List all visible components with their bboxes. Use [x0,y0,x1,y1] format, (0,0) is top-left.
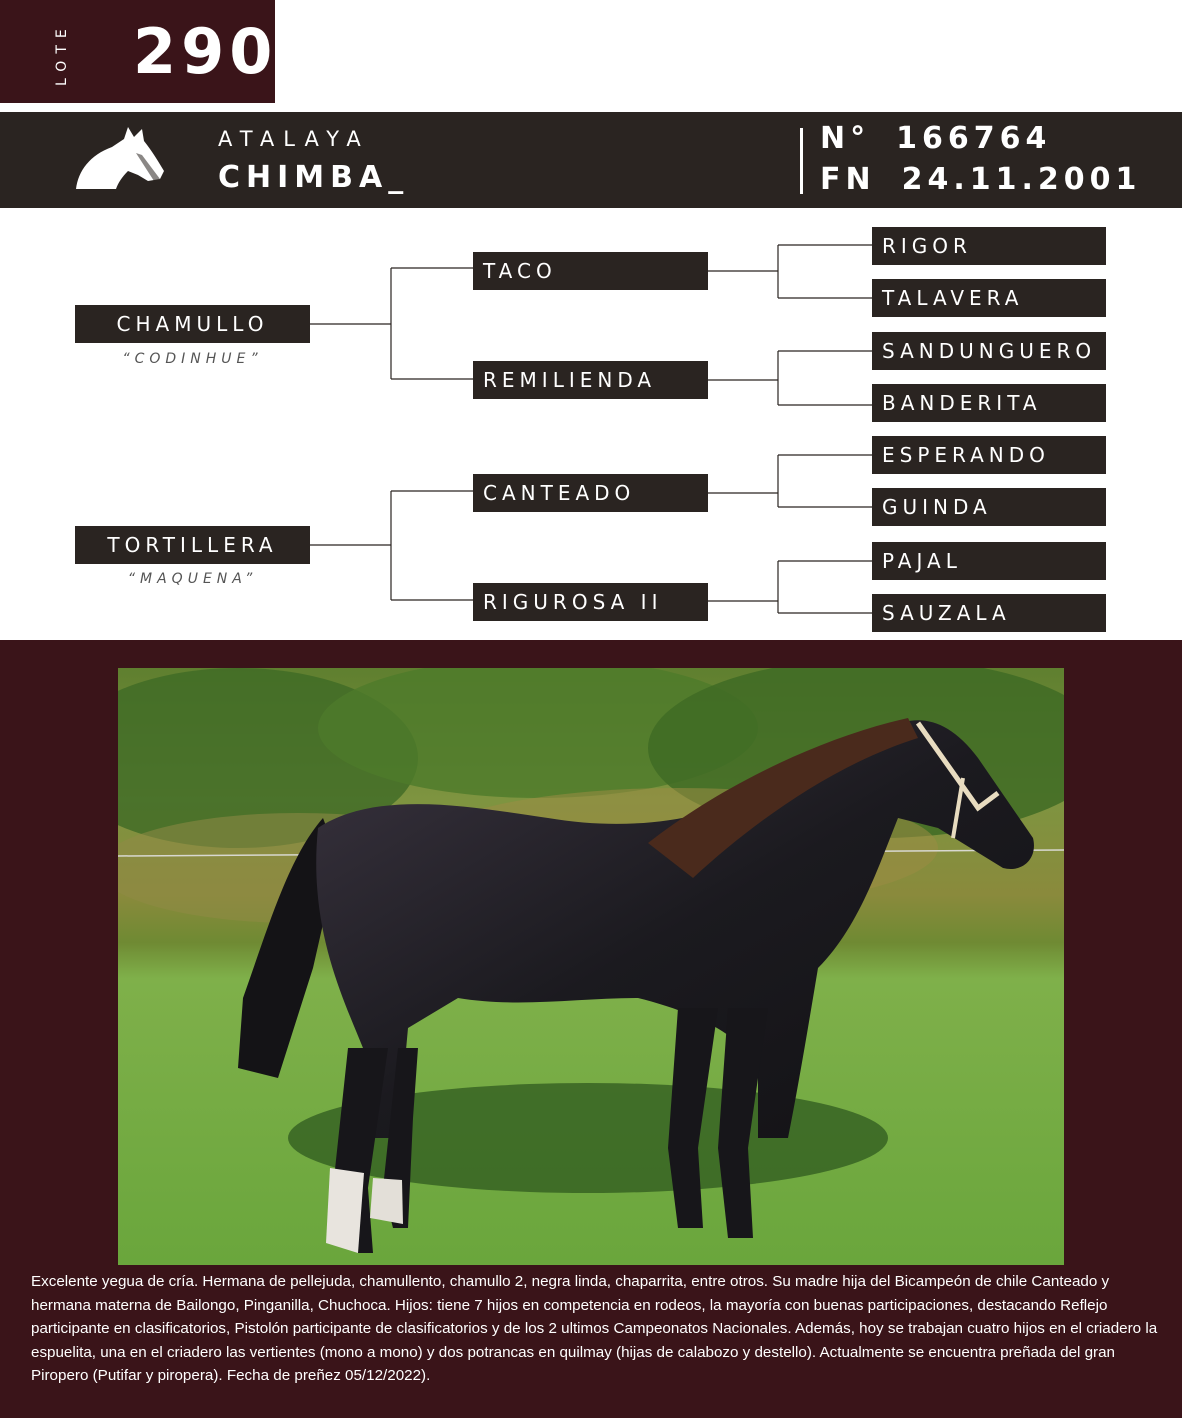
great-grandparent-box: ESPERANDO [872,436,1106,474]
horse-photo [118,668,1064,1265]
grandparent-box: TACO [473,252,708,290]
horse-name: CHIMBA_ [218,160,410,195]
great-grandparent-box: GUINDA [872,488,1106,526]
dam-box: TORTILLERA [75,526,310,564]
birth-label: FN [820,162,876,197]
description-text: Excelente yegua de cría. Hermana de pellejuda, chamullento, chamullo 2, negra linda, chaparrita, entre otros. Su madre hija del Bicampeón de chile Canteado y hermana materna de Bailongo, Pinganilla, Chuchoca. Hijos: tiene 7 hijos en competencia en rodeos, la mayoría con buenas participaciones, destacando Reflejo participante en clasificatorios, Pistolón participante de clasificatorios y de los 2 ultimos Campeonatos Nacionales. Además, hoy se trabajan cuatro hijos en el criadero la espuelita, una en el criadero las vertientes (mono a mono) y dos potrancas en quilmay (hijas de calabozo y destello). Actualmente se encuentra preñada del gran Piropero (Putifar y piropera). Fecha de preñez 05/12/2022). [31,1273,1158,1385]
grandparent-box: RIGUROSA II [473,583,708,621]
lot-label: LOTE [54,22,70,86]
sire-alias: “CODINHUE” [122,351,263,367]
great-grandparent-box: BANDERITA [872,384,1106,422]
birth-value: 24.11.2001 [901,162,1142,197]
registration-value: 166764 [896,121,1052,156]
great-grandparent-box: TALAVERA [872,279,1106,317]
registration-label: N° [820,121,871,156]
lot-number: 290 [133,15,278,88]
great-grandparent-box: PAJAL [872,542,1106,580]
dam-alias: “MAQUENA” [127,571,258,587]
grandparent-box: CANTEADO [473,474,708,512]
sire-box: CHAMULLO [75,305,310,343]
breeder-name: ATALAYA [218,127,370,151]
great-grandparent-box: SANDUNGUERO [872,332,1106,370]
great-grandparent-box: SAUZALA [872,594,1106,632]
grandparent-box: REMILIENDA [473,361,708,399]
great-grandparent-box: RIGOR [872,227,1106,265]
